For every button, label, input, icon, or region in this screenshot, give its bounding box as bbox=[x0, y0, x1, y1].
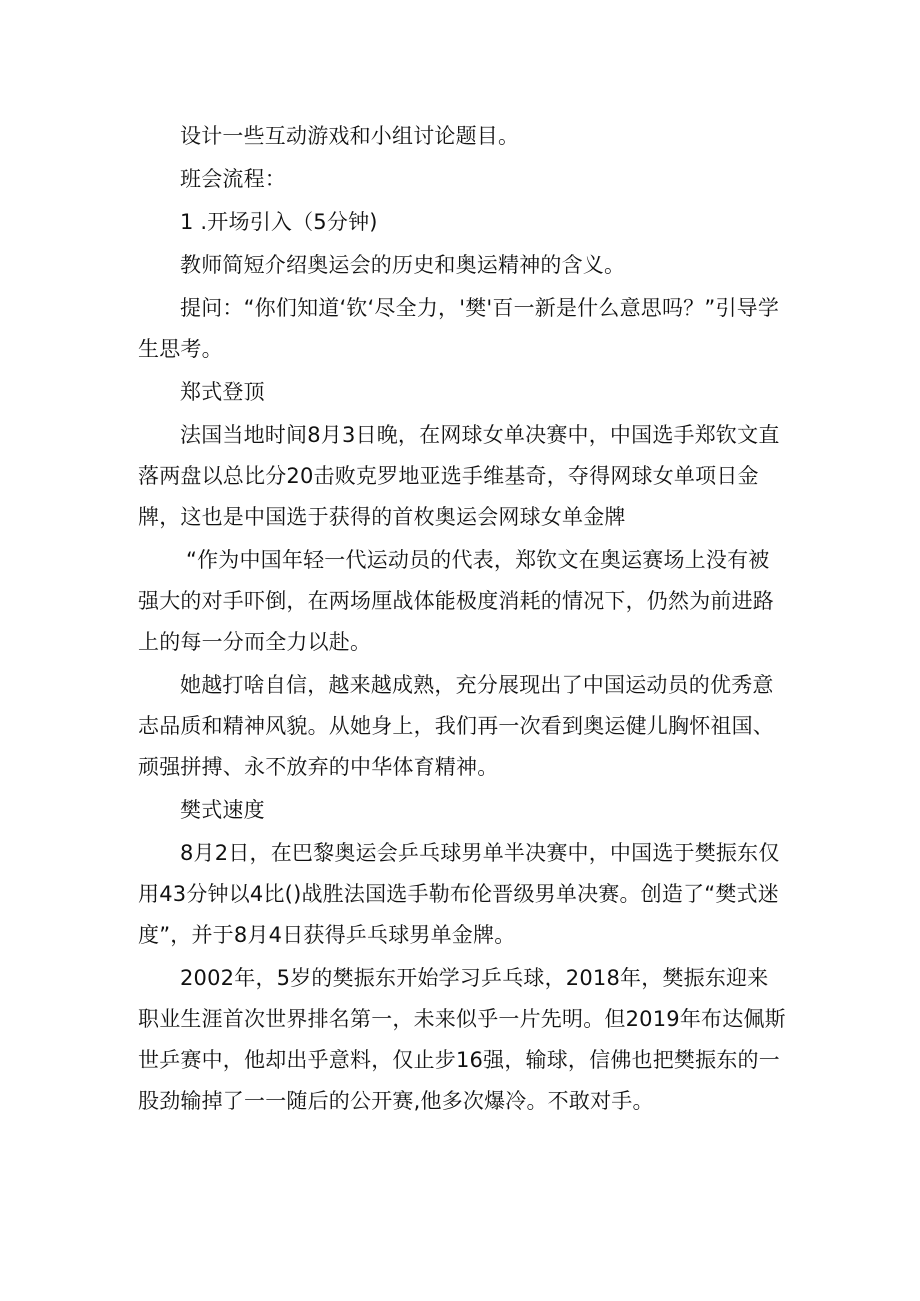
paragraph-fan-semifinal: 8月2日，在巴黎奥运会乒乓球男单半决赛中，中国选于樊振东仅用43分钟以4比()战胜法国选手勒布伦晋级男单决赛。创造了“樊式迷度”，并于8月4日获得乒乓球男单金牌。 bbox=[138, 841, 780, 947]
section-heading-fan: 樊式速度 bbox=[180, 798, 265, 822]
paragraph-zheng-quote: “作为中国年轻一代运动员的代表，郑钦文在奥运赛场上没有被强大的对手吓倒，在两场厘战体能极度消耗的情况下，仍然为前进路上的每一分而全力以赴。 bbox=[138, 548, 774, 654]
paragraph-flow-heading: 班会流程： bbox=[180, 167, 286, 191]
paragraph-zheng-final: 法国当地时间8月3日晚，在网球女单决赛中，中国选手郑钦文直落两盘以总比分20击败克罗地亚选手维基奇，夺得网球女单项日金牌，这也是中国选于获得的首枚奥运会网球女单金牌 bbox=[138, 423, 780, 529]
paragraph-fan-history: 2002年，5岁的樊振东开始学习乒乓球，2018年，樊振东迎来职业生涯首次世界排名第一，未来似乎一片先明。但2019年布达佩斯世乒赛中，他却出乎意料，仅止步16强，输球，信佛也把樊振东的一股劲输掉了一一随后的公开赛,他多次爆冷。不敢对手。 bbox=[138, 966, 786, 1113]
document-body bbox=[138, 116, 788, 1122]
paragraph-zheng-spirit: 她越打啥自信，越来越成熟，充分展现出了中国运动员的优秀意志品质和精神风貌。从她身上，我们再一次看到奥运健儿胸怀祖国、顽强拼搏、永不放弃的中华体育精神。 bbox=[138, 673, 774, 779]
section-heading-zheng: 郑式登顶 bbox=[180, 380, 265, 404]
paragraph-prep-games: 设计一些互动游戏和小组讨论题目。 bbox=[180, 124, 520, 148]
paragraph-question: 提问：“你们知道‘钦‘尽全力，'樊'百一新是什么意思吗？”引导学生思考。 bbox=[138, 296, 780, 361]
paragraph-teacher-intro: 教师简短介绍奥运会的历史和奥运精神的含义。 bbox=[180, 253, 626, 277]
paragraph-step-1: 1 .开场引入（5分钟) bbox=[180, 210, 378, 234]
